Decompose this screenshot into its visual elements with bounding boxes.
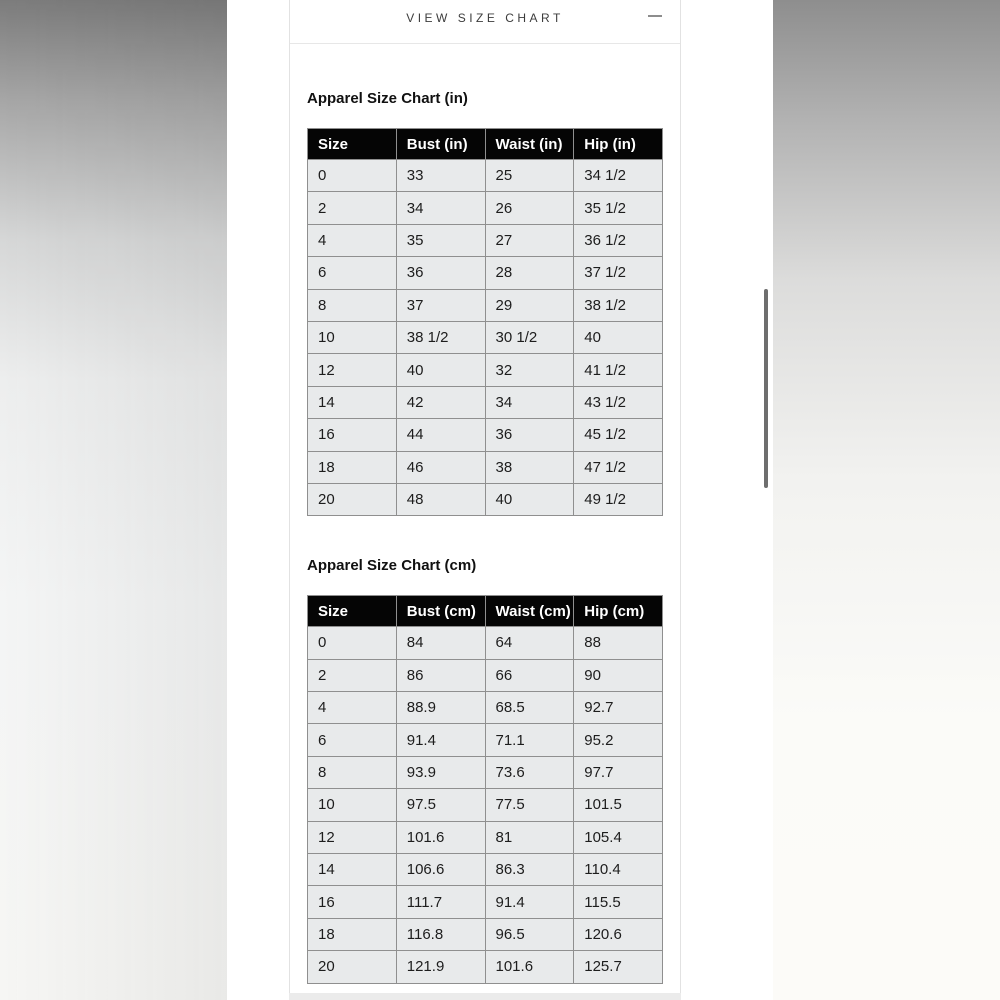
table-row bbox=[308, 789, 663, 821]
table-row bbox=[308, 724, 663, 756]
table-row bbox=[308, 451, 663, 483]
table-cell: 16 bbox=[308, 419, 397, 451]
table-cell: 6 bbox=[308, 257, 397, 289]
table-cell: 30 1/2 bbox=[485, 321, 574, 353]
table-cell: 14 bbox=[308, 386, 397, 418]
table-cell: 0 bbox=[308, 160, 397, 192]
table-row bbox=[308, 289, 663, 321]
table-cell: 111.7 bbox=[396, 886, 485, 918]
table-cell: 12 bbox=[308, 821, 397, 853]
table-row bbox=[308, 821, 663, 853]
table-cell: 96.5 bbox=[485, 918, 574, 950]
apparel-size-chart-in-table bbox=[307, 128, 663, 516]
table-cell: 26 bbox=[485, 192, 574, 224]
table-row bbox=[308, 224, 663, 256]
section-divider bbox=[289, 993, 681, 1000]
apparel-size-chart-cm-table bbox=[307, 595, 663, 983]
table-cell: 8 bbox=[308, 289, 397, 321]
table-cell: 2 bbox=[308, 192, 397, 224]
table-row bbox=[308, 386, 663, 418]
table-cell: 71.1 bbox=[485, 724, 574, 756]
apparel-size-chart-in-title: Apparel Size Chart (in) bbox=[307, 90, 468, 107]
table-cell: 41 1/2 bbox=[574, 354, 663, 386]
table-cell: 25 bbox=[485, 160, 574, 192]
table-cell: 86.3 bbox=[485, 854, 574, 886]
background-photo-left bbox=[0, 0, 227, 1000]
table-cell: 35 bbox=[396, 224, 485, 256]
table-cell: 18 bbox=[308, 918, 397, 950]
table-cell: 38 1/2 bbox=[396, 321, 485, 353]
table-cell: 38 bbox=[485, 451, 574, 483]
table-cell: 40 bbox=[485, 483, 574, 515]
table-row bbox=[308, 918, 663, 950]
table-cell: 101.6 bbox=[396, 821, 485, 853]
table-cell: 34 bbox=[485, 386, 574, 418]
table-cell: 101.5 bbox=[574, 789, 663, 821]
table-cell: 34 1/2 bbox=[574, 160, 663, 192]
table-row bbox=[308, 692, 663, 724]
table-row bbox=[308, 886, 663, 918]
table-cell: 116.8 bbox=[396, 918, 485, 950]
table-row bbox=[308, 483, 663, 515]
table-row bbox=[308, 257, 663, 289]
table-cell: 125.7 bbox=[574, 951, 663, 983]
table-cell: 4 bbox=[308, 692, 397, 724]
size-chart-card bbox=[289, 0, 681, 1000]
column-header: Hip (cm) bbox=[574, 596, 663, 627]
size-chart-header bbox=[290, 0, 680, 44]
table-row bbox=[308, 192, 663, 224]
table-cell: 101.6 bbox=[485, 951, 574, 983]
column-header: Size bbox=[308, 129, 397, 160]
table-row bbox=[308, 854, 663, 886]
table-cell: 64 bbox=[485, 627, 574, 659]
table-row bbox=[308, 951, 663, 983]
table-cell: 92.7 bbox=[574, 692, 663, 724]
table-cell: 36 1/2 bbox=[574, 224, 663, 256]
table-row bbox=[308, 419, 663, 451]
table-cell: 46 bbox=[396, 451, 485, 483]
table-row bbox=[308, 627, 663, 659]
scrollbar-thumb[interactable] bbox=[764, 289, 768, 488]
table-cell: 6 bbox=[308, 724, 397, 756]
table-cell: 27 bbox=[485, 224, 574, 256]
table-header-row bbox=[308, 129, 663, 160]
apparel-size-chart-in-table-wrap bbox=[307, 128, 663, 516]
table-cell: 48 bbox=[396, 483, 485, 515]
table-cell: 44 bbox=[396, 419, 485, 451]
table-cell: 43 1/2 bbox=[574, 386, 663, 418]
table-cell: 106.6 bbox=[396, 854, 485, 886]
table-cell: 91.4 bbox=[485, 886, 574, 918]
collapse-minus-icon[interactable] bbox=[648, 15, 662, 17]
table-cell: 8 bbox=[308, 756, 397, 788]
table-cell: 40 bbox=[396, 354, 485, 386]
table-cell: 33 bbox=[396, 160, 485, 192]
table-cell: 10 bbox=[308, 789, 397, 821]
table-cell: 115.5 bbox=[574, 886, 663, 918]
table-cell: 66 bbox=[485, 659, 574, 691]
table-cell: 10 bbox=[308, 321, 397, 353]
table-cell: 36 bbox=[396, 257, 485, 289]
apparel-size-chart-cm-table-wrap bbox=[307, 595, 663, 983]
table-cell: 84 bbox=[396, 627, 485, 659]
table-cell: 68.5 bbox=[485, 692, 574, 724]
table-cell: 28 bbox=[485, 257, 574, 289]
table-cell: 18 bbox=[308, 451, 397, 483]
table-row bbox=[308, 321, 663, 353]
table-cell: 120.6 bbox=[574, 918, 663, 950]
table-cell: 42 bbox=[396, 386, 485, 418]
table-cell: 29 bbox=[485, 289, 574, 321]
table-cell: 36 bbox=[485, 419, 574, 451]
table-cell: 35 1/2 bbox=[574, 192, 663, 224]
table-cell: 93.9 bbox=[396, 756, 485, 788]
table-row bbox=[308, 354, 663, 386]
column-header: Size bbox=[308, 596, 397, 627]
table-cell: 2 bbox=[308, 659, 397, 691]
table-cell: 34 bbox=[396, 192, 485, 224]
table-cell: 105.4 bbox=[574, 821, 663, 853]
apparel-size-chart-cm-title: Apparel Size Chart (cm) bbox=[307, 557, 477, 575]
table-cell: 45 1/2 bbox=[574, 419, 663, 451]
background-photo-right bbox=[773, 0, 1000, 1000]
table-cell: 86 bbox=[396, 659, 485, 691]
table-cell: 88.9 bbox=[396, 692, 485, 724]
table-cell: 40 bbox=[574, 321, 663, 353]
table-cell: 32 bbox=[485, 354, 574, 386]
table-cell: 37 bbox=[396, 289, 485, 321]
table-cell: 0 bbox=[308, 627, 397, 659]
table-cell: 97.5 bbox=[396, 789, 485, 821]
table-row bbox=[308, 756, 663, 788]
column-header: Waist (cm) bbox=[485, 596, 574, 627]
table-cell: 49 1/2 bbox=[574, 483, 663, 515]
table-cell: 20 bbox=[308, 951, 397, 983]
table-cell: 16 bbox=[308, 886, 397, 918]
table-header-row bbox=[308, 596, 663, 627]
column-header: Bust (cm) bbox=[396, 596, 485, 627]
table-cell: 88 bbox=[574, 627, 663, 659]
column-header: Waist (in) bbox=[485, 129, 574, 160]
table-cell: 110.4 bbox=[574, 854, 663, 886]
column-header: Hip (in) bbox=[574, 129, 663, 160]
table-cell: 38 1/2 bbox=[574, 289, 663, 321]
column-header: Bust (in) bbox=[396, 129, 485, 160]
size-chart-body bbox=[290, 44, 680, 984]
table-cell: 121.9 bbox=[396, 951, 485, 983]
size-chart-title: VIEW SIZE CHART bbox=[406, 10, 564, 25]
table-cell: 47 1/2 bbox=[574, 451, 663, 483]
table-cell: 37 1/2 bbox=[574, 257, 663, 289]
size-chart-panel bbox=[227, 0, 773, 1000]
table-cell: 90 bbox=[574, 659, 663, 691]
table-cell: 4 bbox=[308, 224, 397, 256]
table-row bbox=[308, 659, 663, 691]
table-cell: 97.7 bbox=[574, 756, 663, 788]
table-cell: 12 bbox=[308, 354, 397, 386]
table-cell: 77.5 bbox=[485, 789, 574, 821]
table-cell: 91.4 bbox=[396, 724, 485, 756]
table-cell: 14 bbox=[308, 854, 397, 886]
table-cell: 73.6 bbox=[485, 756, 574, 788]
table-cell: 20 bbox=[308, 483, 397, 515]
table-cell: 81 bbox=[485, 821, 574, 853]
table-row bbox=[308, 160, 663, 192]
table-cell: 95.2 bbox=[574, 724, 663, 756]
